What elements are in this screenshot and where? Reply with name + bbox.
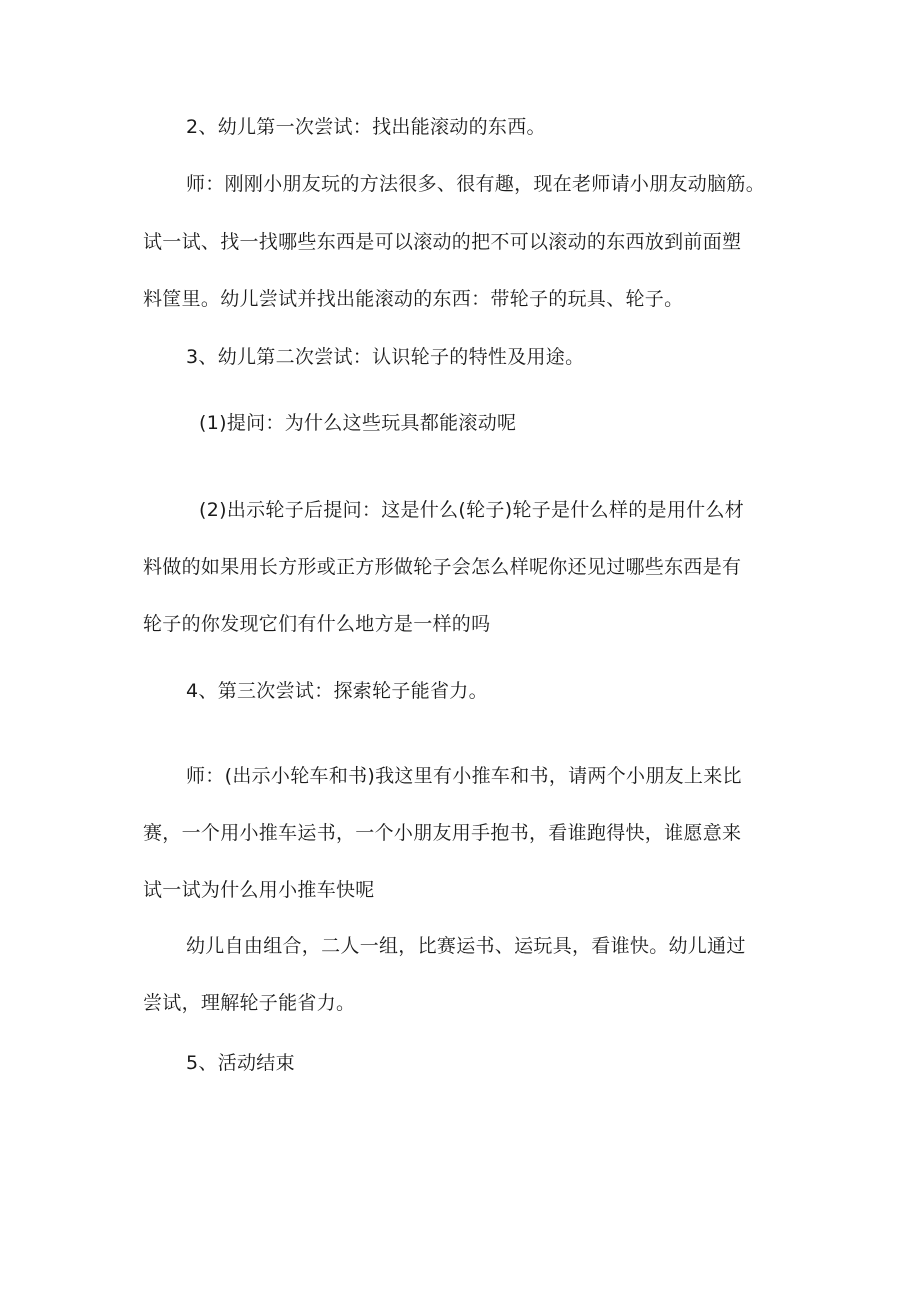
question-2-line: 料做的如果用长方形或正方形做轮子会怎么样呢你还见过哪些东西是有 [143, 556, 742, 578]
paragraph-line: 幼儿自由组合，二人一组，比赛运书、运玩具，看谁快。幼儿通过 [186, 935, 746, 957]
question-2-line: 轮子的你发现它们有什么地方是一样的吗 [143, 613, 491, 635]
paragraph-line: 试一试为什么用小推车快呢 [143, 879, 375, 901]
paragraph-line: 师：刚刚小朋友玩的方法很多、很有趣，现在老师请小朋友动脑筋。 [186, 173, 766, 195]
step-2-heading: 2、幼儿第一次尝试：找出能滚动的东西。 [186, 116, 546, 138]
step-4-heading: 4、第三次尝试：探索轮子能省力。 [186, 680, 488, 702]
paragraph-line: 试一试、找一找哪些东西是可以滚动的把不可以滚动的东西放到前面塑 [143, 231, 742, 253]
question-1: (1)提问：为什么这些玩具都能滚动呢 [199, 412, 517, 434]
paragraph-line: 师：(出示小轮车和书)我这里有小推车和书，请两个小朋友上来比 [186, 765, 742, 787]
question-2-line: (2)出示轮子后提问：这是什么(轮子)轮子是什么样的是用什么材 [199, 499, 745, 521]
step-5-heading: 5、活动结束 [186, 1052, 295, 1074]
paragraph-line: 赛，一个用小推车运书，一个小朋友用手抱书，看谁跑得快，谁愿意来 [143, 822, 742, 844]
paragraph-line: 料筐里。幼儿尝试并找出能滚动的东西：带轮子的玩具、轮子。 [143, 288, 684, 310]
step-3-heading: 3、幼儿第二次尝试：认识轮子的特性及用途。 [186, 346, 585, 368]
paragraph-line: 尝试，理解轮子能省力。 [143, 992, 356, 1014]
